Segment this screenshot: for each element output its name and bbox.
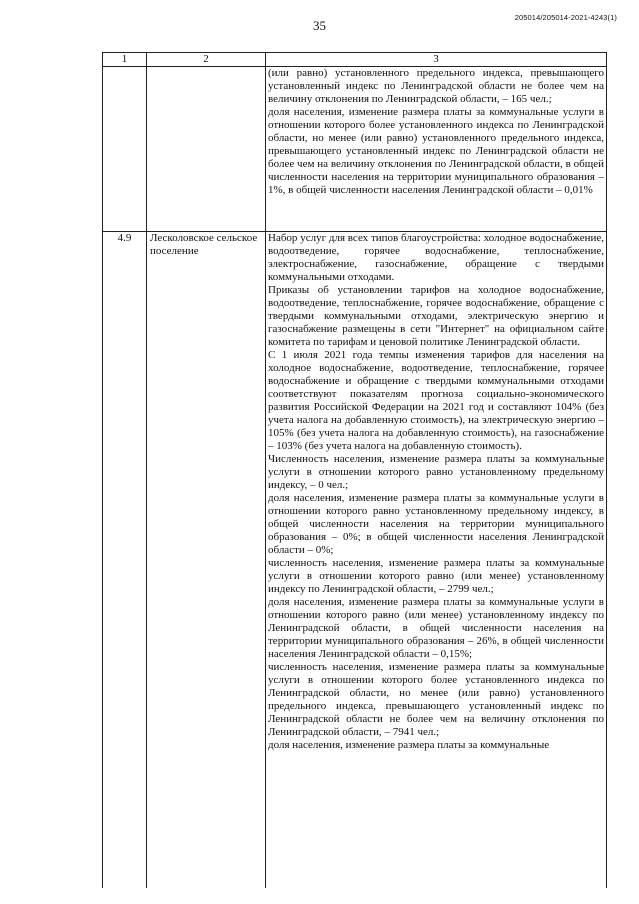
- paragraph: Набор услуг для всех типов благоустройства: холодное водоснабжение, водоотведение, горячее водоснабжение, теплоснабжение, электроснабжение, газоснабжение, обращение с твердыми коммунальными отходами.: [268, 232, 604, 283]
- row-details: [266, 232, 607, 889]
- paragraph: Приказы об установлении тарифов на холодное водоснабжение, водоотведение, теплоснабжение, горячее водоснабжение, обращение с твердыми коммунальными отходами, электрическую энергию и газоснабжение размещены в сети "Интернет" на официальном сайте комитета по тарифам и ценовой политике Ленинградской области.: [268, 284, 604, 348]
- document-id: 205014/205014-2021-4243(1): [514, 13, 617, 22]
- paragraph: доля населения, изменение размера платы за коммунальные услуги в отношении которого более установленного индекса по Ленинградской области, но менее (или равно) установленного предельного индекса, превышающего установленный индекс по Ленинградской области не более чем на величину отклонения по Ленинградской области, в общей численности населения на территории муниципального образования – 1%, в общей численности населения Ленинградской области – 0,01%: [268, 106, 604, 196]
- table-row: [103, 232, 607, 889]
- tariff-table: [102, 52, 607, 888]
- settlement-name: [147, 67, 266, 232]
- paragraph: Численность населения, изменение размера платы за коммунальные услуги в отношении которого равно установленному предельному индексу, – 0 чел.;: [268, 453, 604, 491]
- page-number: 35: [313, 18, 326, 33]
- settlement-name: Лесколовское сельское поселение: [147, 232, 266, 889]
- paragraph: доля населения, изменение размера платы за коммунальные услуги в отношении которого равно установленному предельному индексу, в общей численности населения на территории муниципального образования – 0%; в общей численности населения Ленинградской области – 0%;: [268, 492, 604, 556]
- row-number: [103, 67, 147, 232]
- paragraph: доля населения, изменение размера платы за коммунальные: [268, 739, 550, 751]
- paragraph: (или равно) установленного предельного индекса, превышающего установленный индекс по Ленинградской области не более чем на величину отклонения по Ленинградской области, – 165 чел.;: [268, 67, 604, 105]
- row-number: 4.9: [103, 232, 147, 889]
- paragraph: доля населения, изменение размера платы за коммунальные услуги в отношении которого равно (или менее) установленному индексу по Ленинградской области, в общей численности населения на территории муниципального образования – 26%, в общей численности населения Ленинградской области – 0,15%;: [268, 596, 604, 660]
- table-header-row: [103, 53, 607, 67]
- paragraph: численность населения, изменение размера платы за коммунальные услуги в отношении которого равно (или менее) установленному индексу по Ленинградской области, – 2799 чел.;: [268, 557, 604, 595]
- paragraph: С 1 июля 2021 года темпы изменения тарифов для населения на холодное водоснабжение, водоотведение, теплоснабжение, горячее водоснабжение и обращение с твердыми коммунальными отходами соответствуют показателям прогноза социально-экономического развития Российской Федерации на 2021 год и составляют 104% (без учета налога на добавленную стоимость), на электрическую энергию – 105% (без учета налога на добавленную стоимость), на газоснабжение – 103% (без учета налога на добавленную стоимость).: [268, 349, 604, 452]
- column-header-2: 2: [147, 53, 266, 67]
- row-details: [266, 67, 607, 232]
- table-row: [103, 67, 607, 232]
- column-header-3: 3: [266, 53, 607, 67]
- column-header-1: 1: [103, 53, 147, 67]
- paragraph: численность населения, изменение размера платы за коммунальные услуги в отношении которого более установленного индекса по Ленинградской области, но менее (или равно) установленного предельного индекса, превышающего установленный индекс по Ленинградской области не более чем на величину отклонения по Ленинградской области, – 7941 чел.;: [268, 661, 604, 738]
